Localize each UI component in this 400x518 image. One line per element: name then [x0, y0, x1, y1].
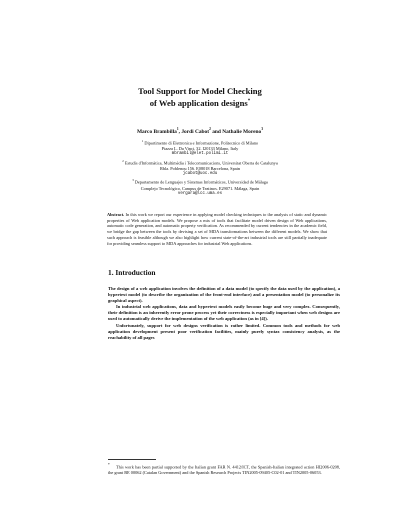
affiliation-mark: 3 [132, 178, 134, 183]
section-body [108, 286, 340, 341]
author-name: Nathalie Moreno [222, 128, 262, 135]
author-affiliation-mark: 3 [261, 127, 264, 131]
body-paragraph: In industrial web applications, data and hypertext models easily become huge and very complex. Consequently, their definition is an inherently error prone process yet their correctness is especially important when web designs are used to automatically derive the implementation of the web application (as in [4]). [108, 304, 340, 322]
affiliation-line: Piazza L. Da Vinci, 32. I20133 Milano, Italy [161, 146, 239, 152]
paper-title [60, 86, 340, 108]
footnote-text: This work has been partial supported by the Italian grant FAR N. 4412/ICT, the Spanish-Italian integrated action HI2006-0208, the grant BE 00062 (Catalan Government) and the Spanish Research Projects TIN2005-09405-C02-01 and TIN2005-06053. [108, 464, 340, 476]
author-affiliation-mark: 2 [209, 127, 211, 131]
author-list [60, 127, 340, 135]
title-footnote-mark: * [247, 98, 251, 104]
author-and: and [210, 128, 223, 135]
affiliation-line [70, 139, 330, 146]
author-name: Jordi Cabot [181, 128, 210, 135]
body-paragraph: The design of a web application involves the definition of a data model (to specify the data used by the application), a hypertext model (to describe the organization of the front-end interface) and a presentation model (to personalize its graphical aspect). [108, 286, 340, 304]
affiliation-mark: 2 [122, 158, 124, 163]
affiliation-text: Departamento de Lenguajes y Sistemas Informáticos, Universidad de Málaga [134, 179, 268, 185]
affiliation-text: Dipartimento di Elettronica e Informazione, Politecnico di Milano [144, 140, 259, 146]
affiliation-email[interactable]: jcabot@uoc.edu [182, 171, 218, 176]
author-affiliation-mark: 1 [176, 127, 179, 131]
affiliation [70, 178, 330, 197]
affiliation-list [70, 139, 330, 198]
body-paragraph: Unfortunately, support for web designs verification is rather limited. Common tools and methods for web application development present poor verification facilities, mainly purely syntax consistency analysis, as the reachability of all pages [108, 322, 340, 340]
author-name: Marco Brambilla [136, 128, 177, 135]
affiliation-email[interactable]: mbrambil@elet.polimi.it [171, 152, 229, 157]
affiliation-line [70, 159, 330, 166]
affiliation-line: Rbla. Poblenou 156. E08018 Barcelona, Spain [160, 166, 240, 172]
author-separator: , [178, 128, 182, 135]
title-line-2 [60, 97, 340, 108]
section-heading: 1. Introduction [108, 268, 156, 277]
footnote-mark: * [108, 463, 110, 467]
title-line-2-text: of Web application designs [149, 97, 248, 108]
footnote [108, 462, 340, 476]
affiliation-line: Complejo Tecnológico, Campus de Teatinos. E29071. Málaga, Spain [140, 185, 260, 191]
affiliation-line [70, 178, 330, 185]
affiliation [70, 159, 330, 178]
affiliation-mark: 1 [141, 139, 144, 143]
abstract-label: Abstract. [107, 212, 125, 217]
affiliation-text: Estudis d'Informàtica, Multimèdia i Telecomunicacions, Universitat Oberta de Catalunya [124, 160, 278, 166]
title-line-1: Tool Support for Model Checking [138, 86, 262, 96]
affiliation-email[interactable]: vergara@lcc.uma.es [177, 191, 223, 196]
footnote-divider [108, 459, 156, 460]
abstract-text: In this work we report our experience in applying model checking techniques to the analysis of static and dynamic properties of Web application models. We propose a mix of tools that facilitate model driven design of Web applications, automatic code generation, and automatic property verification. As recommended by current tendencies in the academic field, we bridge the gap between the tools by devising a set of MDA transformations between the different models. We show that such approach is feasible although we also highlight how current state-of-the-art industrial tools are still partially inadequate for providing seamless support to MDA approaches for industrial Web applications. [107, 212, 327, 246]
abstract [107, 212, 327, 246]
affiliation [70, 139, 330, 158]
